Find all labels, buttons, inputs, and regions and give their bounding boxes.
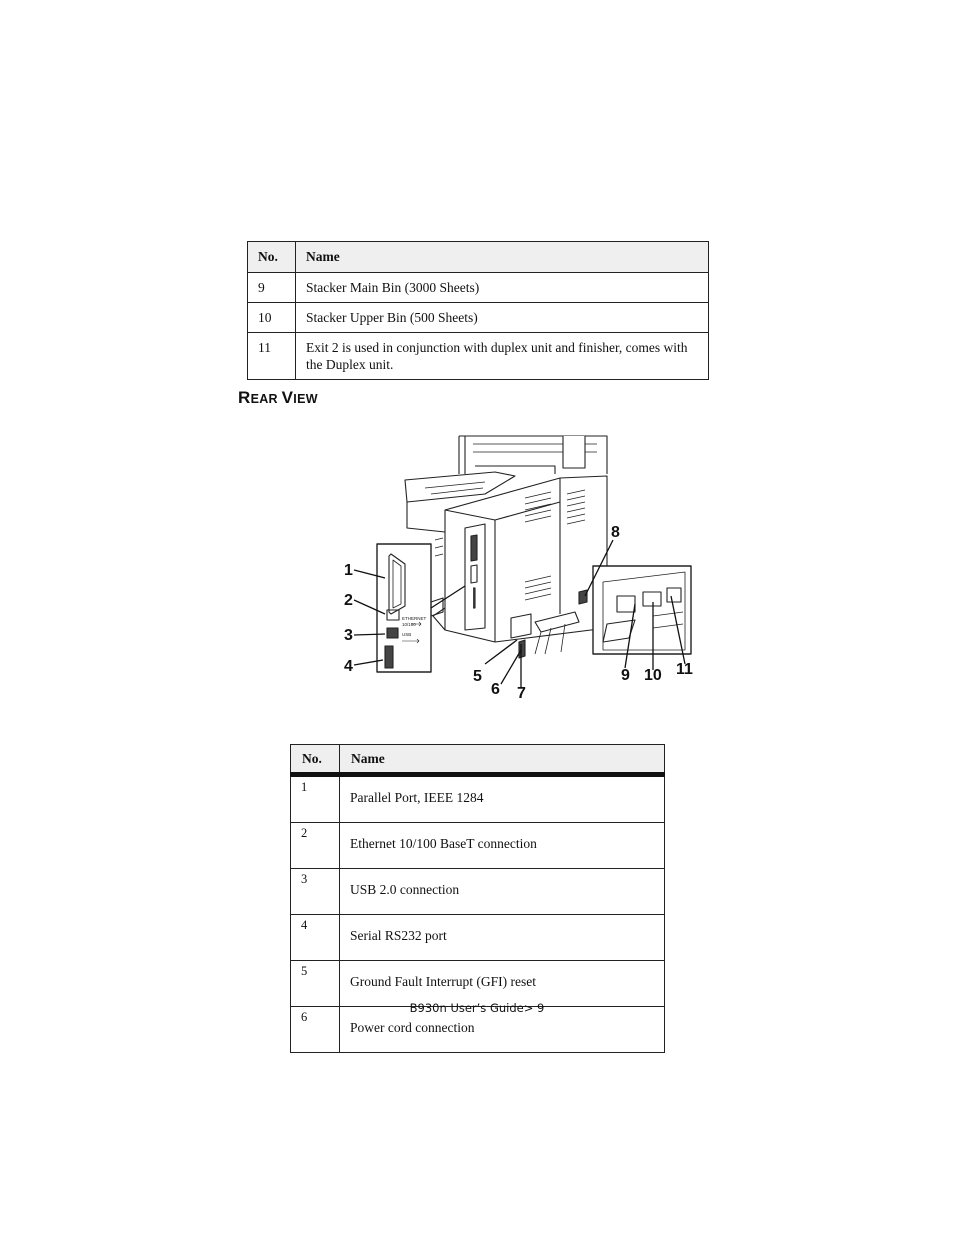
heading-smallcaps: EAR [250,392,282,406]
page-footer: B930n User’s Guide> 9 [409,1001,545,1015]
row-name: Stacker Main Bin (3000 Sheets) [296,273,709,303]
callout-4: 4 [344,658,353,675]
header-no: No. [291,745,340,775]
port-label-usb: USB [402,632,412,637]
port-label-speed: 10/100 [402,622,416,627]
callout-1: 1 [344,562,353,579]
table-header-row [248,242,709,273]
table-row [291,823,665,869]
header-no: No. [248,242,296,273]
table-row [248,333,709,380]
heading-smallcaps: IEW [293,392,318,406]
table-row [248,303,709,333]
row-name: Ethernet 10/100 BaseT connection [340,823,665,869]
row-number: 11 [248,333,296,380]
section-heading-rear-view [238,388,318,408]
row-name: Parallel Port, IEEE 1284 [340,775,665,823]
callout-3: 3 [344,627,353,644]
row-number: 10 [248,303,296,333]
header-name: Name [296,242,709,273]
row-name: Ground Fault Interrupt (GFI) reset [340,961,665,1007]
table-row [291,961,665,1007]
callout-11: 11 [676,661,693,678]
header-name: Name [340,745,665,775]
row-number: 9 [248,273,296,303]
table-header-row [291,745,665,775]
table-row [291,915,665,961]
callout-7: 7 [517,685,526,702]
callout-9: 9 [621,667,630,684]
components-table-top [247,241,709,380]
row-name: Stacker Upper Bin (500 Sheets) [296,303,709,333]
row-number: 1 [291,775,340,823]
port-label-ethernet: ETHERNET [402,616,427,621]
table-row [248,273,709,303]
table-row [291,775,665,823]
row-number: 6 [291,1007,340,1053]
heading-cap: R [238,388,251,407]
callout-8: 8 [611,524,620,541]
row-name: Power cord connection [340,1007,665,1053]
row-number: 4 [291,915,340,961]
heading-cap: V [281,388,294,407]
table-row [291,869,665,915]
row-name: Serial RS232 port [340,915,665,961]
callout-2: 2 [344,592,353,609]
row-number: 5 [291,961,340,1007]
row-name: USB 2.0 connection [340,869,665,915]
callout-6: 6 [491,681,500,698]
printer-rear-view-illustration [335,432,697,704]
row-number: 2 [291,823,340,869]
row-number: 3 [291,869,340,915]
callout-5: 5 [473,668,482,685]
row-name: Exit 2 is used in conjunction with duplex unit and finisher, comes with the Duplex unit. [296,333,709,380]
callout-10: 10 [644,667,662,684]
